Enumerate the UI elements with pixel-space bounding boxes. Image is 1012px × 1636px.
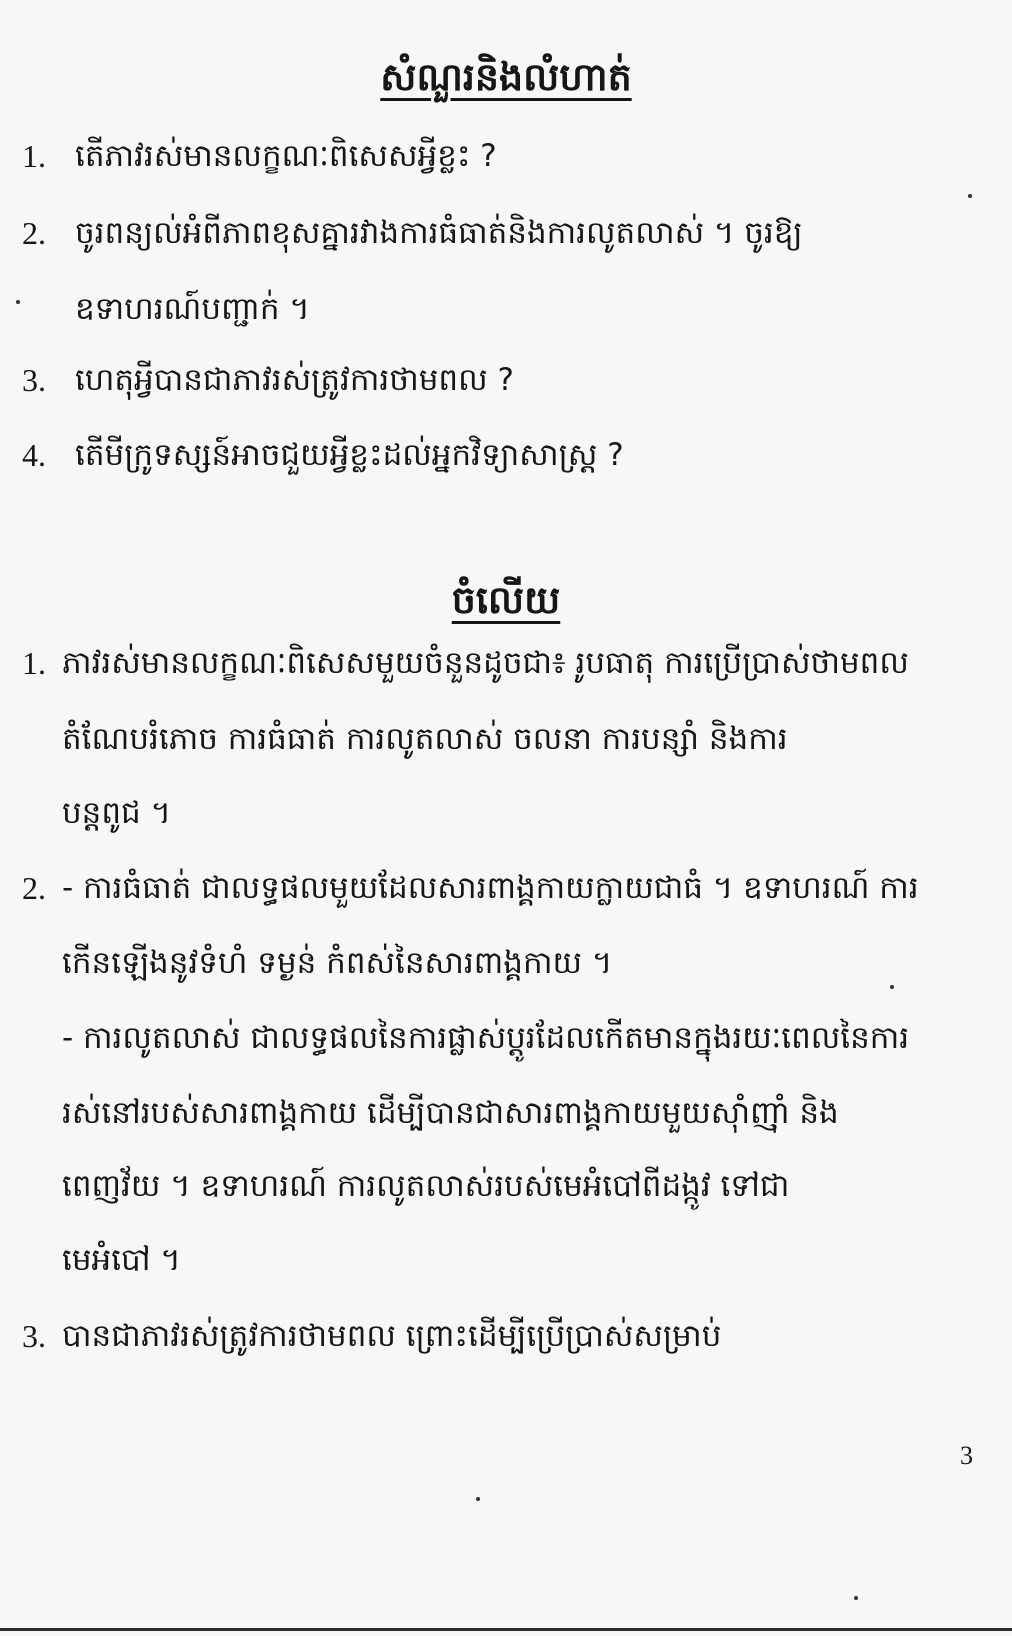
bottom-rule bbox=[0, 1628, 1012, 1631]
answer-number: 1. bbox=[22, 645, 46, 681]
answer-line: កើនឡើងនូវទំហំ ទម្ងន់ កំពស់នៃសារពាង្គកាយ ។ bbox=[62, 945, 613, 981]
question-number: 1. bbox=[22, 138, 46, 174]
scan-speck bbox=[968, 194, 972, 198]
scan-speck bbox=[476, 1497, 480, 1501]
answer-number: 3. bbox=[22, 1318, 46, 1354]
answer-line: - ការលូតលាស់ ជាលទ្ធផលនៃការផ្លាស់ប្ដូរដែលកើតមានក្នុងរយៈពេលនៃការ bbox=[62, 1020, 910, 1056]
questions-heading: សំណួរនិងលំហាត់ bbox=[380, 55, 632, 99]
question-line: ចូរពន្យល់អំពីភាពខុសគ្នារវាងការធំធាត់និងការលូតលាស់ ។ ចូរឱ្យ bbox=[75, 215, 803, 251]
answers-heading: ចំលើយ bbox=[451, 578, 561, 622]
page-number: 3 bbox=[960, 1441, 973, 1470]
question-number: 2. bbox=[22, 215, 46, 251]
question-line: តើភាវរស់មានលក្ខណៈពិសេសអ្វីខ្លះ ? bbox=[75, 138, 497, 174]
answer-line: បន្តពូជ ។ bbox=[62, 795, 171, 831]
scan-speck bbox=[16, 300, 20, 304]
answer-line: បានជាភាវរស់ត្រូវការថាមពល ព្រោះដើម្បីប្រើប្រាស់សម្រាប់ bbox=[62, 1318, 722, 1354]
question-line: តើមីក្រូទស្សន៍អាចជួយអ្វីខ្លះដល់អ្នកវិទ្យាសាស្ត្រ ? bbox=[75, 437, 624, 473]
answer-line: រស់នៅរបស់សារពាង្គកាយ ដើម្បីបានជាសារពាង្គកាយមួយស៊ាំញ៉ាំ និង bbox=[62, 1095, 839, 1131]
question-number: 4. bbox=[22, 437, 46, 473]
answer-line: តំណែបរំភោច ការធំធាត់ ការលូតលាស់ ចលនា ការបន្សាំ និងការ bbox=[62, 721, 788, 757]
answer-line: ពេញវ័យ ។ ឧទាហរណ៍ ការលូតលាស់របស់មេអំបៅពីដង្កូវ ទៅជា bbox=[62, 1168, 790, 1204]
question-line: ឧទាហរណ៍បញ្ជាក់ ។ bbox=[75, 291, 310, 327]
question-line: ហេតុអ្វីបានជាភាវរស់ត្រូវការថាមពល ? bbox=[75, 362, 514, 398]
answer-number: 2. bbox=[22, 870, 46, 906]
question-number: 3. bbox=[22, 362, 46, 398]
answer-line: - ការធំធាត់ ជាលទ្ធផលមួយដែលសារពាង្គកាយក្លាយជាធំ ។ ឧទាហរណ៍ ការ bbox=[62, 870, 919, 906]
answer-line: ភាវរស់មានលក្ខណៈពិសេសមួយចំនួនដូចជា៖ រូបធាតុ ការប្រើប្រាស់ថាមពល bbox=[62, 645, 909, 681]
answer-line: មេអំបៅ ។ bbox=[62, 1242, 181, 1278]
scan-speck bbox=[890, 985, 894, 989]
scan-speck bbox=[854, 1596, 858, 1600]
